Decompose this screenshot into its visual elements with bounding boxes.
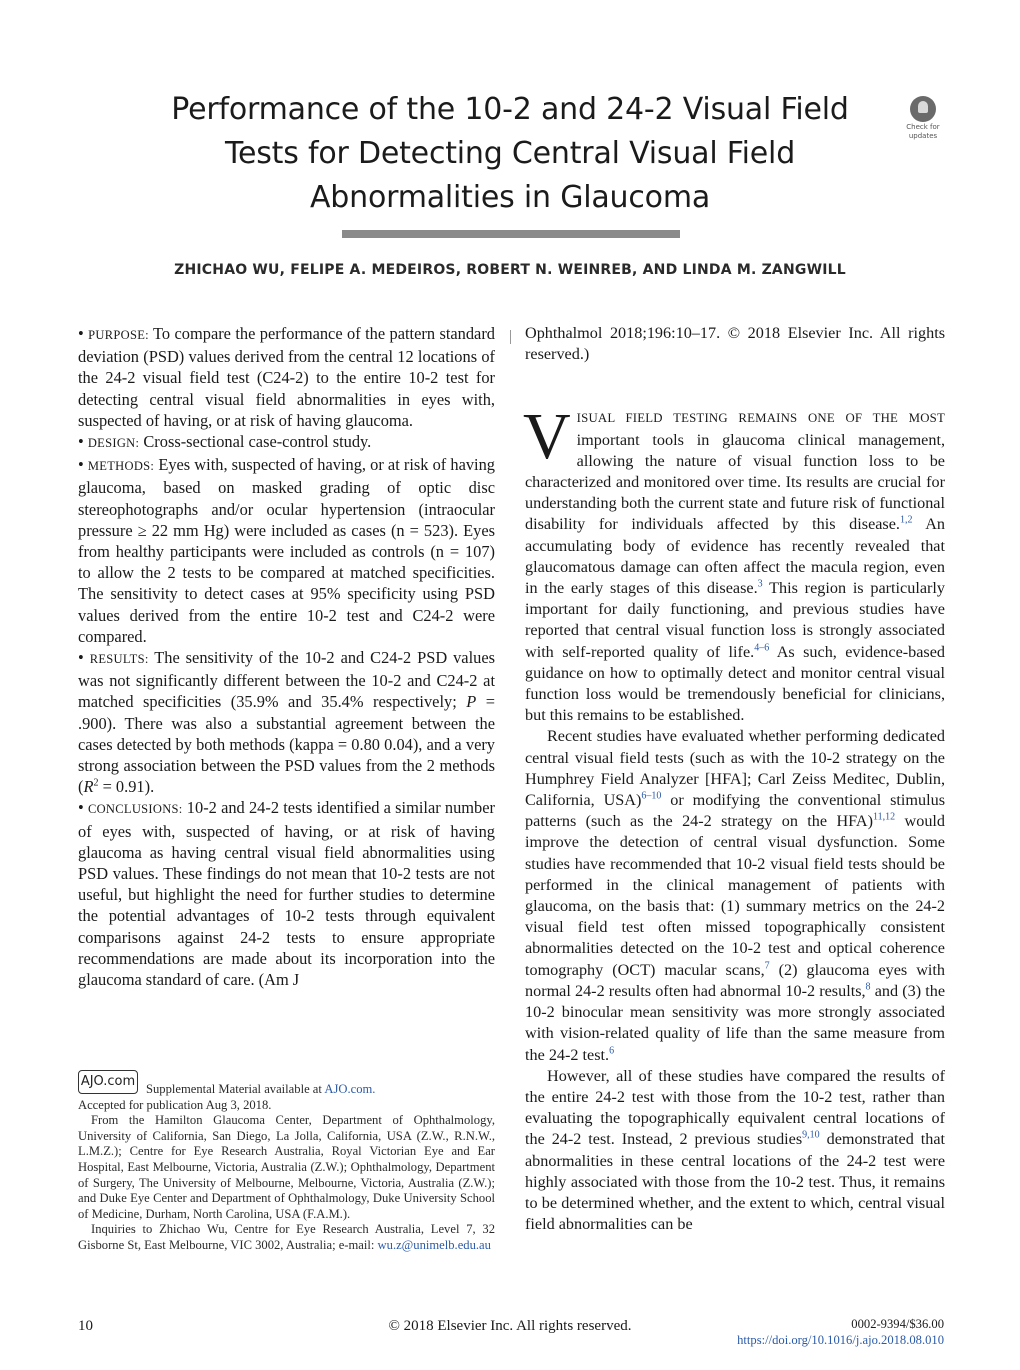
ref-link[interactable]: 11,12 [873,811,896,823]
ref-link[interactable]: 6–10 [641,790,662,802]
affiliations-note: From the Hamilton Glaucoma Center, Department of Ophthalmology, University of California, San Diego, La Jolla, California, USA (Z.W., R.N.W., L.M.Z.); Centre for Eye Research Australia, Royal Victorian Eye and Ear Hospital, East Melbourne, Victoria, Australia (Z.W.); Ophthalmology, Department of Surgery, The University of Melbourne, Melbourne, Victoria, Australia (Z.W.); and Duke Eye Center and Department of Ophthalmology, Duke University School of Medicine, Durham, North Carolina, USA (F.A.M.). [78,1113,495,1221]
purpose-text: To compare the performance of the pattern standard deviation (PSD) values derived from the central 12 locations of the 24-2 visual field test (C24-2) to the entire 10-2 test for detecting central visual field abnormalities in eyes with, suspected of having, or at risk of having glaucoma. [78,324,495,430]
issn-doi-block [737,1316,944,1348]
p2-text-a: Recent studies have evaluated whether performing dedicated central visual field tests (such as with the 10-2 strategy on the Humphrey Field Analyzer [HFA]; Carl Zeiss Meditec, Dublin, California, USA) [525,727,945,810]
ref-link[interactable]: 7 [764,960,770,972]
inquiries-text: Inquiries to Zhichao Wu, Centre for Eye Research Australia, Level 7, 32 Gisborne St, East Melbourne, VIC 3002, Australia; e-mail: [78,1222,495,1252]
article-title [120,88,900,220]
ref-link[interactable]: 8 [865,981,871,993]
author-list: ZHICHAO WU, FELIPE A. MEDEIROS, ROBERT N. WEINREB, AND LINDA M. ZANGWILL [174,262,846,278]
copyright-footer: © 2018 Elsevier Inc. All rights reserved. [388,1318,632,1334]
intro-paragraph-2 [525,726,945,1065]
results-text-c: = 0.91). [102,777,155,797]
title-line-3: Abnormalities in Glaucoma [309,180,711,215]
supplemental-text: Supplemental Material available at [146,1082,322,1096]
title-line-2: Tests for Detecting Central Visual Field [224,136,796,171]
crossmark-icon [910,96,936,122]
page-number: 10 [78,1318,93,1334]
intro-small-caps: ISUAL FIELD TESTING REMAINS ONE OF THE MOST [576,411,945,426]
purpose-label: PURPOSE: [88,328,149,342]
supplemental-note [78,1082,495,1098]
title-line-1: Performance of the 10-2 and 24-2 Visual Field [171,92,849,127]
p1-text-a: important tools in glaucoma clinical management, allowing the nature of visual function loss to be characterized and monitored over time. Its results are crucial for understanding both the current state and future risk of functional disability for individuals affected by this disease. [525,430,945,534]
conclusions-text: 10-2 and 24-2 tests identified a similar number of eyes with, suspected of having, or at risk of having glaucoma as having central visual field abnormalities using PSD values. These findings do not mean that 10-2 tests are not useful, but highlight the need for further studies to determine the potential advantages of 10-2 tests through equivalent comparisons against 24-2 tests to ensure appropriate recommendations are made about its incorporation into the glaucoma standard of care. (Am J [78,798,495,990]
supplemental-link[interactable]: AJO.com. [324,1082,376,1096]
right-column [525,323,945,1235]
ref-link[interactable]: 1,2 [899,515,913,527]
results-r-symbol: R [83,777,94,797]
abstract-conclusions: • CONCLUSIONS: 10-2 and 24-2 tests identified a similar number of eyes with, suspected of having, or at risk of having glaucoma as having central visual field abnormalities using PSD values. These findings do not mean that 10-2 tests are not useful, but highlight the need for further studies to determine the potential advantages of 10-2 tests through equivalent comparisons against 24-2 tests to ensure appropriate recommendations are made about its incorporation into the glaucoma standard of care. (Am J [78,798,495,990]
abstract-citation: Ophthalmol 2018;196:10–17. © 2018 Elsevier Inc. All rights reserved.) [525,324,945,364]
design-label: DESIGN: [87,436,140,451]
p2-text-b: or modifying the conventional stimulus patterns (such as the 24-2 strategy on the HFA) [525,791,946,831]
results-text-a: The sensitivity of the 10-2 and C24-2 PSD values was not significantly different between the 10-2 and C24-2 at matched specificities (35.9% and 35.4% respectively; [78,648,495,712]
ajo-logo[interactable]: AJO.com [78,1070,138,1094]
abstract [78,323,495,990]
results-r-superscript: 2 [93,777,99,789]
doi-link[interactable]: https://doi.org/10.1016/j.ajo.2018.08.010 [737,1333,944,1347]
ref-link[interactable]: 3 [757,578,763,590]
column-separator [510,330,511,344]
crossmark-text-1: Check for [906,123,940,131]
check-for-updates-badge[interactable] [902,96,944,140]
intro-paragraph-1 [523,400,946,726]
ref-link[interactable]: 4–6 [754,642,770,654]
abstract-purpose: • PURPOSE: To compare the performance of the pattern standard deviation (PSD) values derived from the central 12 locations of the 24-2 visual field test (C24-2) to the entire 10-2 test for detecting central visual field abnormalities in eyes with, suspected of having, or at risk of having glaucoma. [78,324,495,430]
ref-link[interactable]: 6 [609,1045,615,1057]
footnotes [78,1082,495,1254]
p1-text-d: As such, evidence-based guidance on how to optimally detect and monitor central visual function loss would be tremendously beneficial for clinicians, but this remains to be established. [525,642,946,725]
p3-text-a: However, all of these studies have compared the results of the entire 24-2 test with those from the 10-2 test, rather than evaluating the topographically equivalent central locations of the 24-2 test. Instead, 2 previous studies [525,1066,945,1149]
email-link[interactable]: wu.z@unimelb.edu.au [377,1237,491,1252]
abstract-results: • RESULTS: The sensitivity of the 10-2 and C24-2 PSD values was not significantly different between the 10-2 and C24-2 at matched specificities (35.9% and 35.4% respectively; P = .900). There was also a substantial agreement between the cases detected by both methods (kappa = 0.80 0.04), and a very strong association between the PSD values from the 2 methods $(R^2 = 0.91)$. [78,648,495,797]
results-label: RESULTS: [89,652,149,667]
design-text: Cross-sectional case-control study. [143,432,372,452]
drop-cap: V [523,400,571,474]
accepted-note: Accepted for publication Aug 3, 2018. [78,1097,272,1112]
title-divider [342,230,680,238]
p1-text-c: This region is particularly important for daily functioning, and previous studies have reported that central visual function loss is strongly associated with self-reported quality of life. [525,579,945,661]
intro-paragraph-3 [525,1066,945,1236]
p2-text-e: and (3) the 10-2 binocular mean sensitivity was more strongly associated with vision-related quality of life than the same measure from the 24-2 test. [525,981,946,1064]
methods-label: METHODS: [87,459,155,474]
results-p-symbol: P [466,692,477,712]
p3-text-b: demonstrated that abnormalities in these central locations of the 24-2 test were highly associated with those from the 10-2 test. Thus, it remains to be determined whether, and the extent to which, central visual field abnormalities can be [525,1130,946,1234]
results-text-b: = .900). There was also a substantial agreement between the cases detected by both methods (kappa = 0.80 0.04), and a very strong association between the PSD values from the 2 methods ( [78,692,495,797]
issn-price: 0002-9394/$36.00 [851,1317,944,1331]
abstract-methods: • METHODS: Eyes with, suspected of having, or at risk of having glaucoma, based on masked grading of optic disc stereophotographs and/or ocular hypertension (intraocular pressure ≥ 22 mm Hg) were included as cases (n = 523). Eyes from healthy participants were included as controls (n = 107) to allow the 2 tests to be compared at matched specificities. The sensitivity to detect cases at 95% specificity using PSD values derived from the entire 10-2 test and C24-2 were compared. [78,455,495,646]
p2-text-d: (2) glaucoma eyes with normal 24-2 results often had abnormal 10-2 results, [525,960,946,1000]
p1-text-b: An accumulating body of evidence has recently revealed that glaucomatous damage can often affect the macula region, even in the early stages of this disease. [525,515,945,598]
crossmark-text-2: updates [908,132,938,140]
abstract-design: • DESIGN: Cross-sectional case-control study. [78,432,372,452]
ref-link[interactable]: 9,10 [802,1129,820,1141]
inquiries-note [78,1222,495,1253]
methods-text: Eyes with, suspected of having, or at risk of having glaucoma, based on masked grading of optic disc stereophotographs and/or ocular hypertension (intraocular pressure ≥ 22 mm Hg) were included as cases (n = 523). Eyes from healthy participants were included as controls (n = 107) to allow the 2 tests to be compared at matched specificities. The sensitivity to detect cases at 95% specificity using PSD values derived from the entire 10-2 test and C24-2 were compared. [78,455,495,646]
conclusions-label: CONCLUSIONS: [87,802,183,817]
p2-text-c: would improve the detection of central visual dysfunction. Some studies have recommended that 10-2 visual field tests should be performed in the clinical management of patients with glaucoma, on the basis that: (1) summary metrics on the 24-2 visual field test often missed topographically consistent abnormalities detected on the 10-2 test and optical coherence tomography (OCT) macular scans, [525,812,945,979]
